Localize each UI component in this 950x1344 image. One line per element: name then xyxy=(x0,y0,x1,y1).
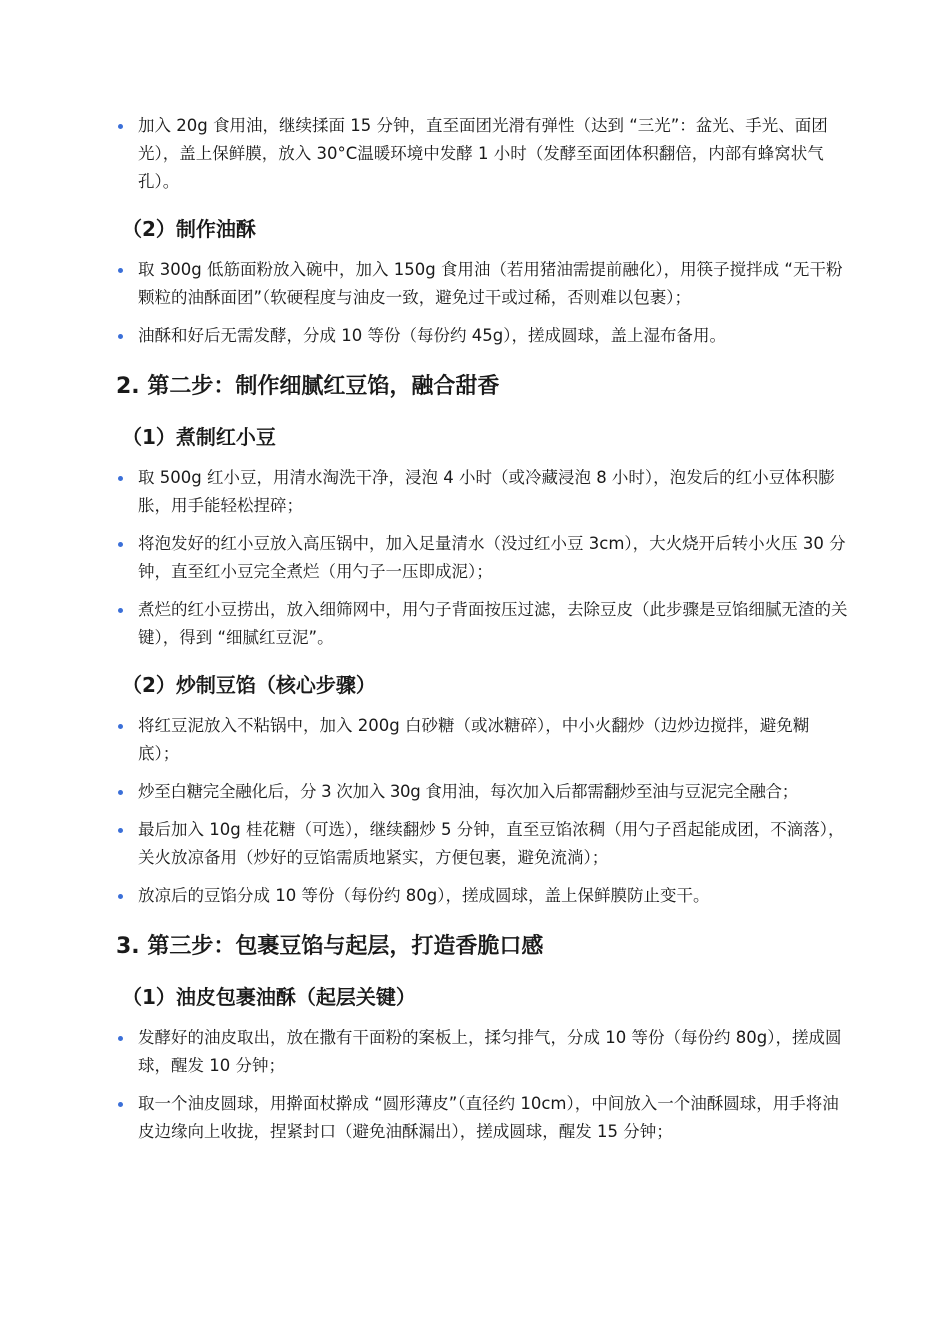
oil-pastry-list xyxy=(116,256,850,350)
list-item: 炒至白糖完全融化后，分 3 次加入 30g 食用油，每次加入后都需翻炒至油与豆泥完全融合； xyxy=(116,778,850,806)
boil-beans-list xyxy=(116,464,850,652)
list-item: 最后加入 10g 桂花糖（可选），继续翻炒 5 分钟，直至豆馅浓稠（用勺子舀起能成团，不滴落），关火放凉备用（炒好的豆馅需质地紧实，方便包裹，避免流淌）； xyxy=(116,816,850,872)
section-heading-fry-filling: （2）炒制豆馅（核心步骤） xyxy=(122,673,376,697)
step2-heading: 2. 第二步：制作细腻红豆馅，融合甜香 xyxy=(116,374,500,399)
dough-kneading-list xyxy=(116,112,850,196)
section-heading-boil-beans: （1）煮制红小豆 xyxy=(122,425,276,449)
step3-heading: 3. 第三步：包裹豆馅与起层，打造香脆口感 xyxy=(116,934,544,959)
list-item: 煮烂的红小豆捞出，放入细筛网中，用勺子背面按压过滤，去除豆皮（此步骤是豆馅细腻无渣的关键），得到 “细腻红豆泥”。 xyxy=(116,596,850,652)
fry-filling-list xyxy=(116,712,850,910)
list-item: 发酵好的油皮取出，放在撒有干面粉的案板上，揉匀排气，分成 10 等份（每份约 80g），搓成圆球，醒发 10 分钟； xyxy=(116,1024,850,1080)
section-heading-oil-pastry: （2）制作油酥 xyxy=(122,217,256,241)
list-item: 放凉后的豆馅分成 10 等份（每份约 80g），搓成圆球，盖上保鲜膜防止变干。 xyxy=(116,882,850,910)
list-item: 取 300g 低筋面粉放入碗中，加入 150g 食用油（若用猪油需提前融化），用筷子搅拌成 “无干粉颗粒的油酥面团”（软硬程度与油皮一致，避免过干或过稀，否则难以包裹）； xyxy=(116,256,850,312)
list-item: 加入 20g 食用油，继续揉面 15 分钟，直至面团光滑有弹性（达到 “三光”：盆光、手光、面团光），盖上保鲜膜，放入 30°C温暖环境中发酵 1 小时（发酵至面团体积翻倍，内部有蜂窝状气孔）。 xyxy=(116,112,850,196)
list-item: 取 500g 红小豆，用清水淘洗干净，浸泡 4 小时（或冷藏浸泡 8 小时），泡发后的红小豆体积膨胀，用手能轻松捏碎； xyxy=(116,464,850,520)
list-item: 将红豆泥放入不粘锅中，加入 200g 白砂糖（或冰糖碎），中小火翻炒（边炒边搅拌，避免糊底）； xyxy=(116,712,850,768)
list-item: 油酥和好后无需发酵，分成 10 等份（每份约 45g），搓成圆球，盖上湿布备用。 xyxy=(116,322,850,350)
section-heading-wrap-pastry: （1）油皮包裹油酥（起层关键） xyxy=(122,985,416,1009)
list-item: 将泡发好的红小豆放入高压锅中，加入足量清水（没过红小豆 3cm），大火烧开后转小火压 30 分钟，直至红小豆完全煮烂（用勺子一压即成泥）； xyxy=(116,530,850,586)
list-item: 取一个油皮圆球，用擀面杖擀成 “圆形薄皮”（直径约 10cm），中间放入一个油酥圆球，用手将油皮边缘向上收拢，捏紧封口（避免油酥漏出），搓成圆球，醒发 15 分钟； xyxy=(116,1090,850,1146)
wrap-pastry-list xyxy=(116,1024,850,1146)
